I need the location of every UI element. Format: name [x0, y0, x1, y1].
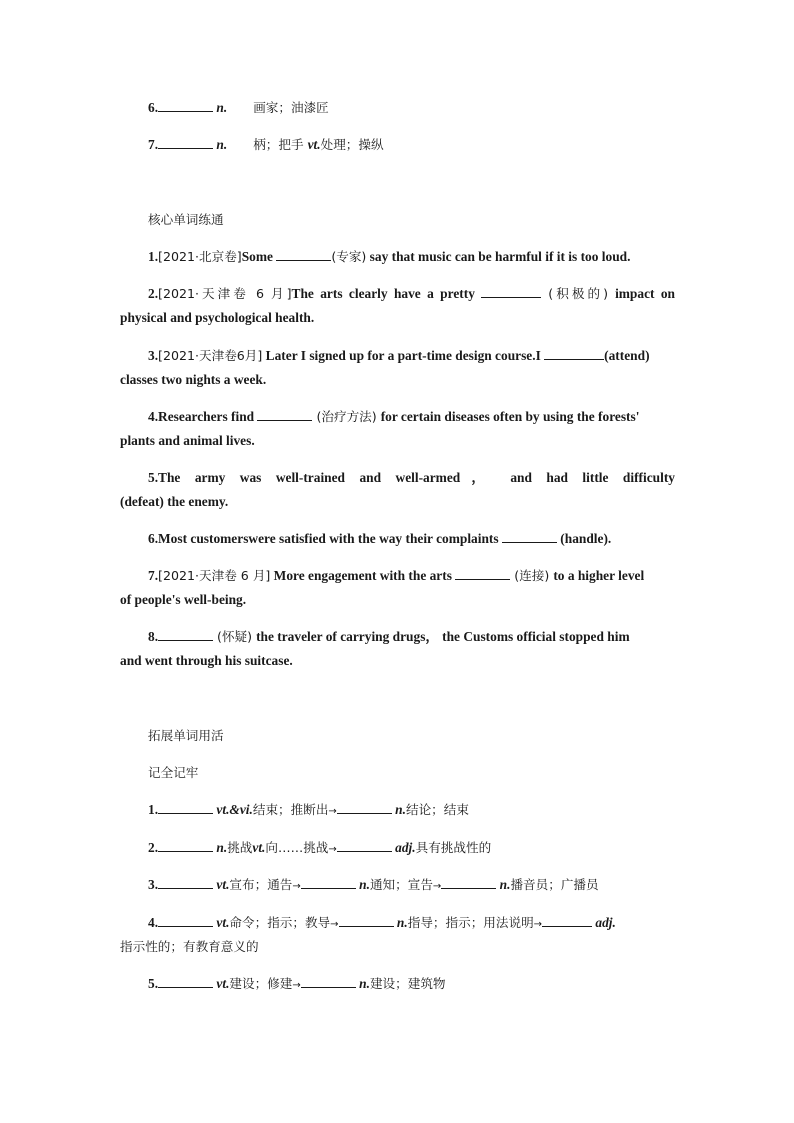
part-of-speech: vt.	[216, 915, 230, 930]
meaning: 结论；结束	[405, 802, 469, 817]
answer-blank[interactable]	[158, 137, 213, 149]
exercise-4-line1	[120, 405, 675, 429]
source-tag: [2021·北京卷]	[158, 249, 242, 264]
hint: (积极的)	[541, 286, 616, 301]
item-number: 1.	[148, 802, 159, 817]
item-number: 1.	[148, 249, 159, 264]
meaning: 宣布；通告	[229, 877, 293, 892]
part-of-speech: adj.	[395, 840, 416, 855]
meaning: 命令；指示；教导	[229, 915, 331, 930]
exercise-4-line2: plants and animal lives.	[120, 433, 255, 448]
sentence-text: impact on	[615, 286, 676, 301]
item-number: 7.	[148, 568, 159, 583]
arrow-icon: →	[328, 806, 337, 817]
source-tag: [2021·天津卷6月]	[158, 348, 263, 363]
section-heading-core: 核心单词练通	[148, 212, 224, 227]
part-of-speech: adj.	[595, 915, 616, 930]
item-number: 3.	[148, 877, 159, 892]
source-tag: [2021·天津卷 6 月]	[158, 286, 292, 301]
exercise-8-line1	[120, 625, 675, 649]
sentence-text: The army was well-trained and well-armed， and had little difficulty	[158, 470, 675, 485]
meaning: 挑战	[227, 840, 253, 855]
arrow-icon: →	[292, 980, 301, 991]
hint: (连接)	[510, 568, 554, 583]
item-number: 4.	[148, 915, 159, 930]
answer-blank[interactable]	[481, 286, 541, 298]
vocab-item-7	[120, 133, 675, 157]
sentence-text: Most customerswere satisfied with the way their complaints	[158, 531, 502, 546]
answer-blank[interactable]	[301, 976, 356, 988]
meaning: 通知；宣告	[369, 877, 433, 892]
sentence-text: The arts clearly have a pretty	[291, 286, 482, 301]
exercise-2-line1	[120, 282, 675, 306]
item-number: 5.	[148, 976, 159, 991]
item-number: 5.	[148, 470, 159, 485]
exercise-7-line1	[120, 564, 675, 588]
answer-blank[interactable]	[257, 409, 312, 421]
section-heading-expand: 拓展单词用活	[148, 728, 224, 743]
meaning: 结束；推断出	[252, 802, 329, 817]
part-of-speech: n.	[216, 137, 228, 152]
sentence-text: to a higher level	[553, 568, 645, 583]
meaning: 画家；油漆匠	[253, 100, 329, 115]
answer-blank[interactable]	[339, 915, 394, 927]
answer-blank[interactable]	[455, 568, 510, 580]
exercise-3-line2: classes two nights a week.	[120, 372, 267, 387]
section-subheading: 记全记牢	[148, 765, 199, 780]
answer-blank[interactable]	[158, 100, 213, 112]
item-number: 6.	[148, 100, 159, 115]
part-of-speech: n.	[359, 877, 370, 892]
answer-blank[interactable]	[441, 877, 496, 889]
answer-blank[interactable]	[337, 802, 392, 814]
answer-blank[interactable]	[158, 877, 213, 889]
item-number: 4.	[148, 409, 159, 424]
hint: (专家)	[331, 249, 367, 264]
answer-blank[interactable]	[158, 976, 213, 988]
hint: (attend)	[604, 348, 650, 363]
part-of-speech: n.	[359, 976, 370, 991]
part-of-speech: vt.	[307, 137, 321, 152]
meaning: 建设；建筑物	[369, 976, 446, 991]
part-of-speech: n.	[395, 802, 406, 817]
answer-blank[interactable]	[542, 915, 592, 927]
item-number: 8.	[148, 629, 159, 644]
meaning: 指导；指示；用法说明	[407, 915, 534, 930]
expand-item-5	[120, 972, 675, 998]
part-of-speech: n.	[396, 915, 408, 930]
answer-blank[interactable]	[158, 840, 213, 852]
item-number: 2.	[148, 286, 159, 301]
part-of-speech: vt.&vi.	[216, 802, 253, 817]
hint: (怀疑)	[213, 629, 257, 644]
item-number: 6.	[148, 531, 159, 546]
part-of-speech: vt.	[216, 877, 230, 892]
exercise-5-line1	[120, 466, 675, 490]
answer-blank[interactable]	[276, 249, 331, 261]
part-of-speech: n.	[216, 100, 228, 115]
exercise-1	[120, 245, 675, 269]
arrow-icon: →	[292, 881, 301, 892]
arrow-icon: →	[533, 919, 543, 930]
answer-blank[interactable]	[301, 877, 356, 889]
meaning: 具有挑战性的	[415, 840, 492, 855]
exercise-3-line1	[120, 344, 675, 368]
part-of-speech: vt.	[216, 976, 230, 991]
meaning: 向……挑战	[265, 840, 329, 855]
answer-blank[interactable]	[158, 629, 213, 641]
item-number: 2.	[148, 840, 159, 855]
expand-item-2	[120, 836, 675, 862]
answer-blank[interactable]	[502, 531, 557, 543]
source-tag: [2021·天津卷 6 月]	[158, 568, 271, 583]
vocab-item-6	[120, 96, 675, 120]
sentence-text: Later I signed up for a part-time design course.I	[262, 348, 545, 363]
meaning: 处理；操纵	[320, 137, 384, 152]
hint: (handle).	[556, 531, 612, 546]
sentence-text: Some	[241, 249, 277, 264]
answer-blank[interactable]	[544, 348, 604, 360]
arrow-icon: →	[330, 919, 339, 930]
sentence-text: Researchers find	[158, 409, 258, 424]
part-of-speech: vt.	[252, 840, 266, 855]
sentence-text: More engagement with the arts	[270, 568, 456, 583]
exercise-2-line2: physical and psychological health.	[120, 310, 315, 325]
sentence-text: for certain diseases often by using the forests'	[380, 409, 640, 424]
exercise-7-line2: of people's well-being.	[120, 592, 247, 607]
part-of-speech: n.	[216, 840, 228, 855]
sentence-text: the traveler of carrying drugs， the Customs official stopped him	[256, 629, 630, 644]
sentence-text: say that music can be harmful if it is too loud.	[366, 249, 631, 264]
exercise-6	[120, 527, 675, 551]
part-of-speech: n.	[499, 877, 511, 892]
expand-item-4-line1	[120, 911, 675, 937]
item-number: 7.	[148, 137, 159, 152]
expand-item-1	[120, 798, 675, 824]
exercise-8-line2: and went through his suitcase.	[120, 653, 293, 668]
answer-blank[interactable]	[337, 840, 392, 852]
meaning: 柄；把手	[253, 137, 308, 152]
meaning: 播音员；广播员	[510, 877, 599, 892]
hint: (治疗方法)	[312, 409, 381, 424]
expand-item-3	[120, 873, 675, 899]
expand-item-4-line2: 指示性的；有教育意义的	[120, 939, 259, 954]
answer-blank[interactable]	[158, 915, 213, 927]
answer-blank[interactable]	[158, 802, 213, 814]
item-number: 3.	[148, 348, 159, 363]
exercise-5-line2: (defeat) the enemy.	[120, 494, 229, 509]
meaning: 建设；修建	[229, 976, 293, 991]
arrow-icon: →	[328, 844, 337, 855]
arrow-icon: →	[432, 881, 442, 892]
